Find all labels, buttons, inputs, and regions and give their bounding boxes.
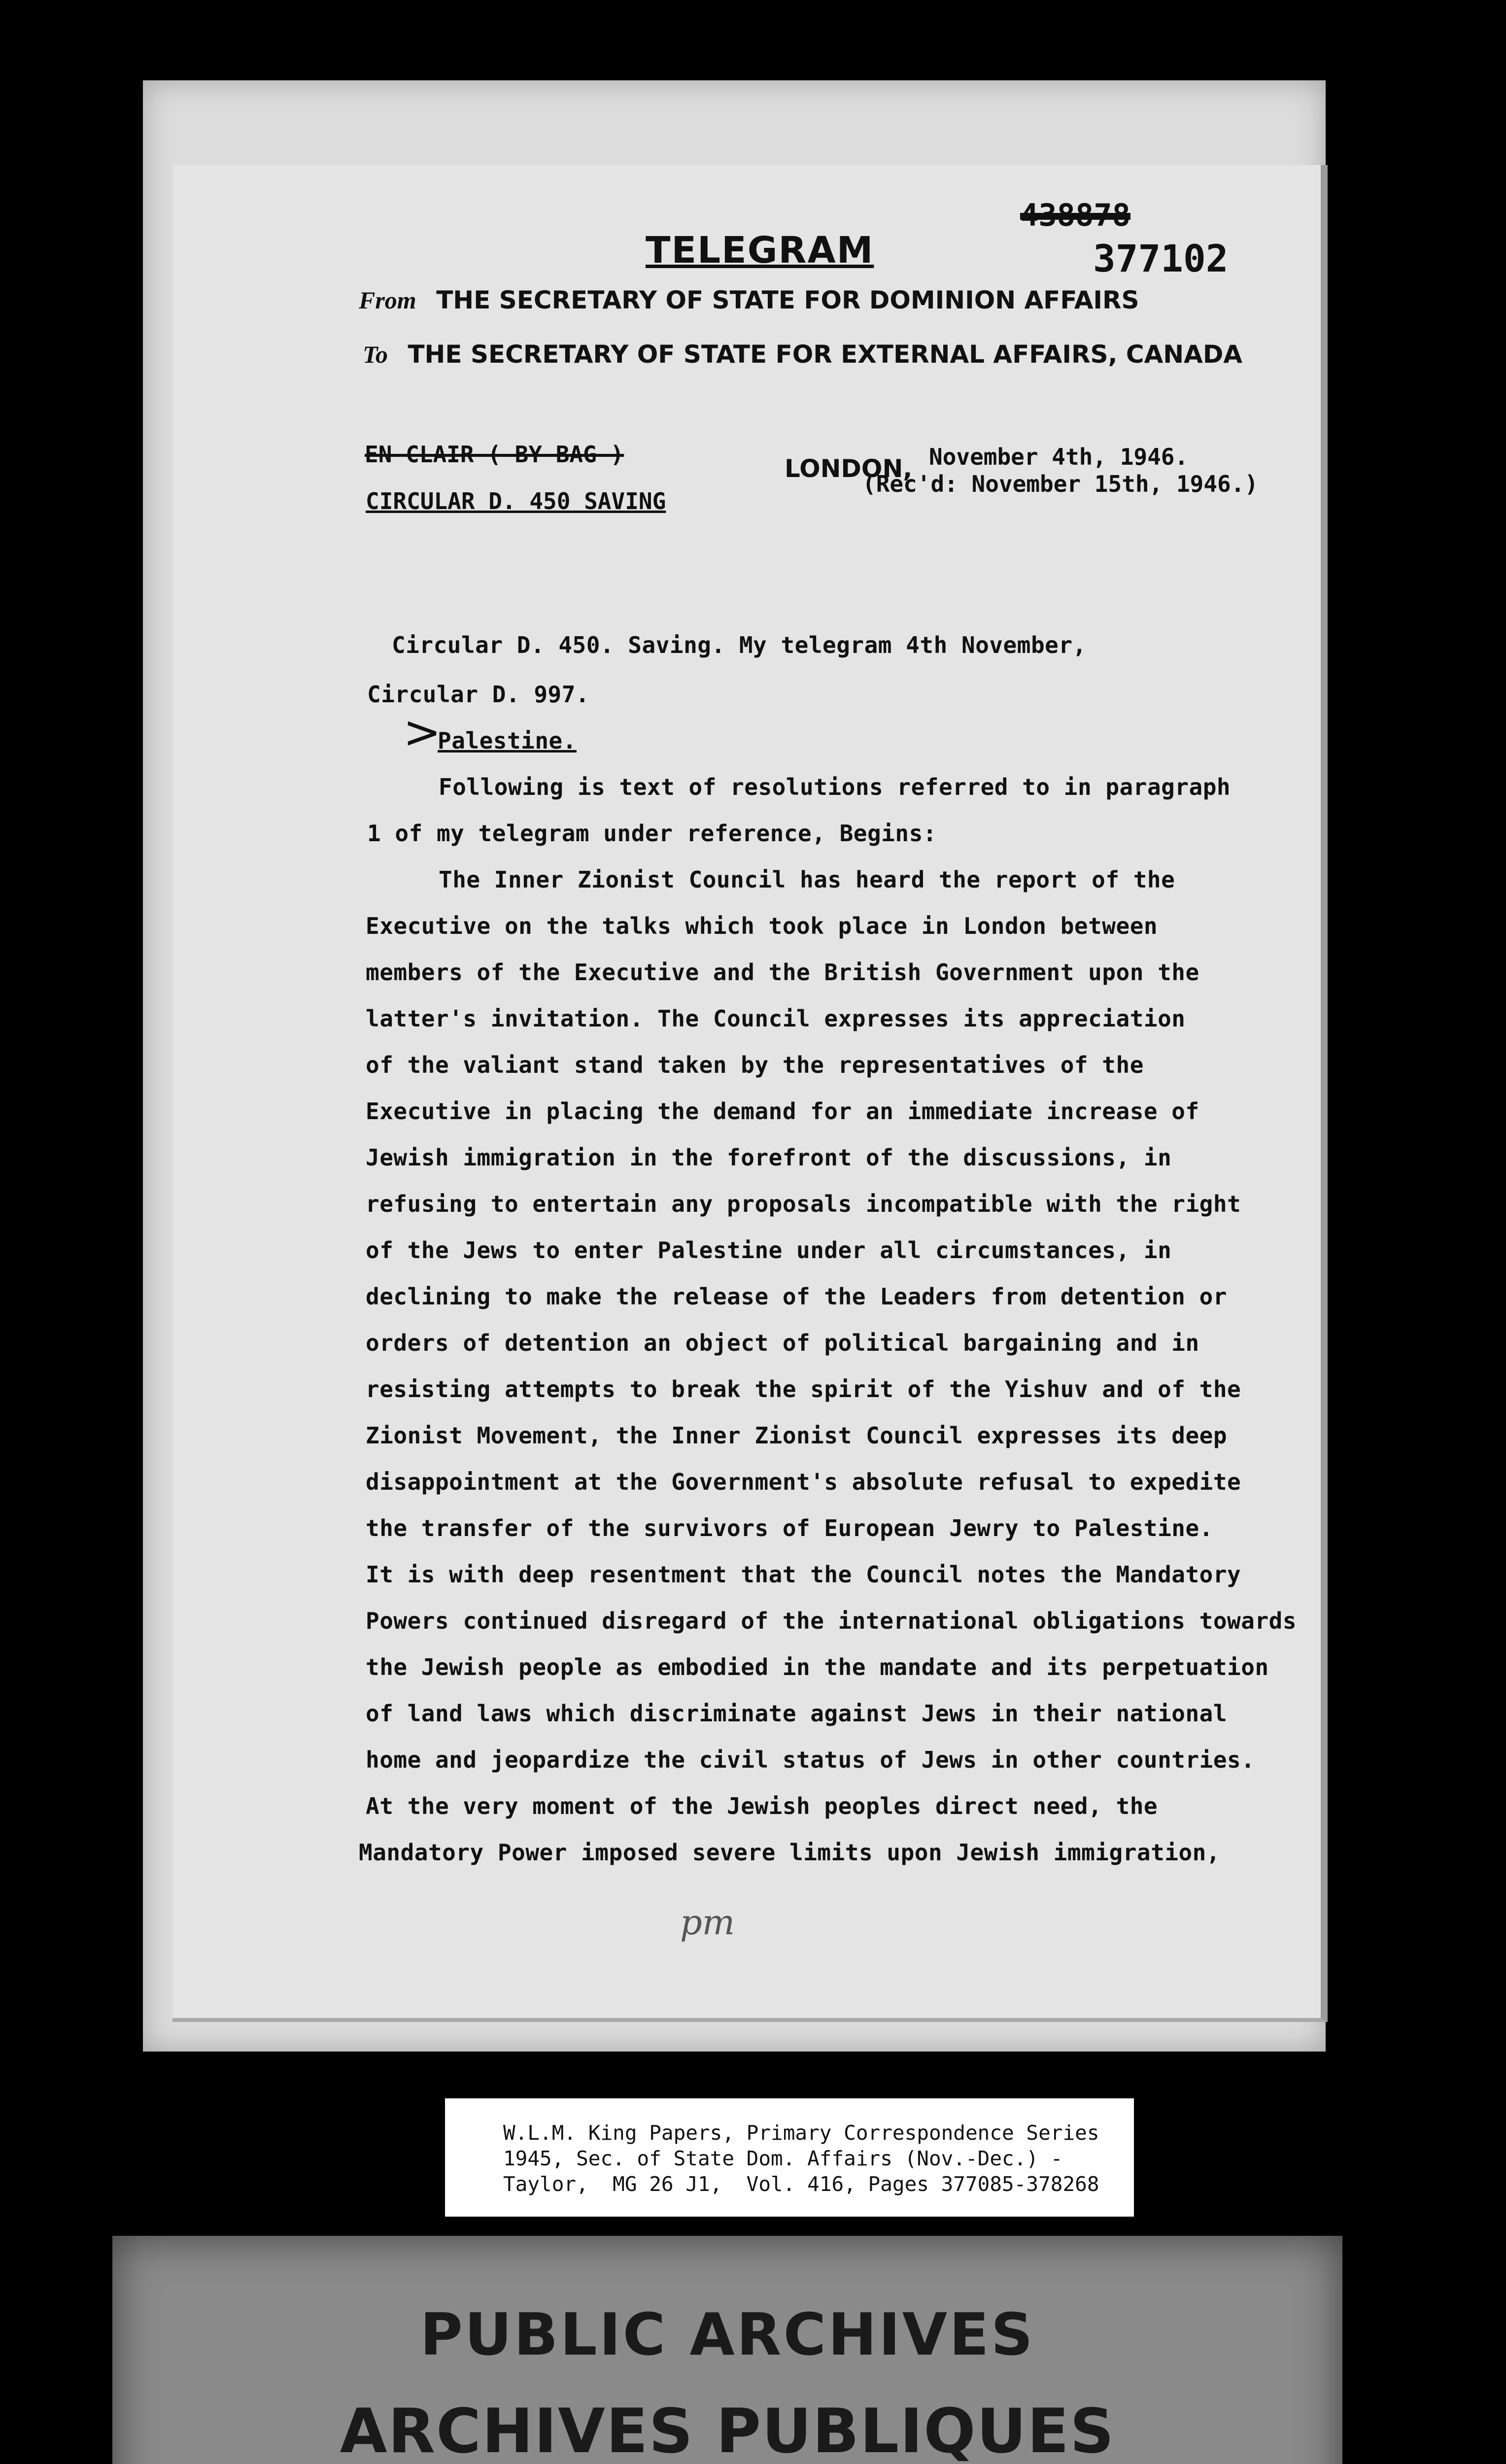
body-line: latter's invitation. The Council expresses its appreciation <box>366 1005 1186 1032</box>
body-line: Zionist Movement, the Inner Zionist Council expresses its deep <box>366 1422 1228 1449</box>
body-line: Following is text of resolutions referred to in paragraph <box>439 774 1231 800</box>
body-line: members of the Executive and the British Government upon the <box>366 959 1199 986</box>
stamp-line-english: PUBLIC ARCHIVES <box>420 2300 1035 2368</box>
transmission-mode: EN CLAIR ( BY BAG ) <box>365 441 624 468</box>
date-received: (Rec'd: November 15th, 1946.) <box>862 471 1259 497</box>
archive-caption <box>445 2098 1134 2217</box>
body-line: home and jeopardize the civil status of Jews in other countries. <box>366 1746 1255 1773</box>
from-label: From <box>359 286 416 314</box>
body-line: Powers continued disregard of the international obligations towards <box>366 1608 1297 1634</box>
body-line: orders of detention an object of political bargaining and in <box>366 1330 1199 1356</box>
caption-line: 1945, Sec. of State Dom. Affairs (Nov.-Dec.) - <box>503 2147 1063 2170</box>
body-line: of land laws which discriminate against Jews in their national <box>366 1700 1228 1727</box>
body-line: refusing to entertain any proposals incompatible with the right <box>366 1191 1241 1217</box>
to-recipient: THE SECRETARY OF STATE FOR EXTERNAL AFFAIRS, CANADA <box>408 340 1243 369</box>
body-line: It is with deep resentment that the Council notes the Mandatory <box>366 1561 1241 1588</box>
caption-line: W.L.M. King Papers, Primary Correspondence Series <box>503 2121 1099 2145</box>
body-line: declining to make the release of the Leaders from detention or <box>366 1283 1228 1310</box>
body-line: the Jewish people as embodied in the mandate and its perpetuation <box>366 1654 1269 1680</box>
body-line: of the valiant stand taken by the representatives of the <box>366 1052 1144 1078</box>
margin-marker: > <box>403 706 442 758</box>
to-line <box>363 340 1242 369</box>
place-of-origin: LONDON, <box>785 454 913 483</box>
circular-reference: CIRCULAR D. 450 SAVING <box>366 488 666 514</box>
body-line: Palestine. <box>438 727 577 754</box>
serial-number-struck: 438878 <box>1020 197 1130 233</box>
body-line: At the very moment of the Jewish peoples direct need, the <box>366 1793 1158 1819</box>
body-line: Jewish immigration in the forefront of the discussions, in <box>366 1144 1172 1171</box>
to-label: To <box>363 341 388 368</box>
body-line: of the Jews to enter Palestine under all circumstances, in <box>366 1237 1172 1264</box>
handwritten-initials: pm <box>680 1902 735 1943</box>
body-line: Circular D. 997. <box>367 681 590 708</box>
caption-line: Taylor, MG 26 J1, Vol. 416, Pages 377085-378268 <box>503 2172 1099 2196</box>
body-line: The Inner Zionist Council has heard the report of the <box>439 866 1175 893</box>
body-line: the transfer of the survivors of European Jewry to Palestine. <box>366 1515 1213 1541</box>
stamp-line-french: ARCHIVES PUBLIQUES <box>340 2396 1115 2464</box>
body-line: Circular D. 450. Saving. My telegram 4th November, <box>392 632 1087 658</box>
body-line: resisting attempts to break the spirit of the Yishuv and of the <box>366 1376 1241 1403</box>
telegram-title: TELEGRAM <box>646 229 874 272</box>
body-line: Mandatory Power imposed severe limits upon Jewish immigration, <box>359 1839 1221 1866</box>
from-line <box>359 286 1139 314</box>
body-line: disappointment at the Government's absolute refusal to expedite <box>366 1469 1241 1495</box>
body-line: 1 of my telegram under reference, Begins: <box>367 820 937 847</box>
body-line: Executive in placing the demand for an immediate increase of <box>366 1098 1199 1125</box>
serial-number: 377102 <box>1093 237 1229 280</box>
date-sent: November 4th, 1946. <box>929 444 1189 470</box>
body-line: Executive on the talks which took place in London between <box>366 913 1158 939</box>
from-sender: THE SECRETARY OF STATE FOR DOMINION AFFAIRS <box>436 286 1139 314</box>
